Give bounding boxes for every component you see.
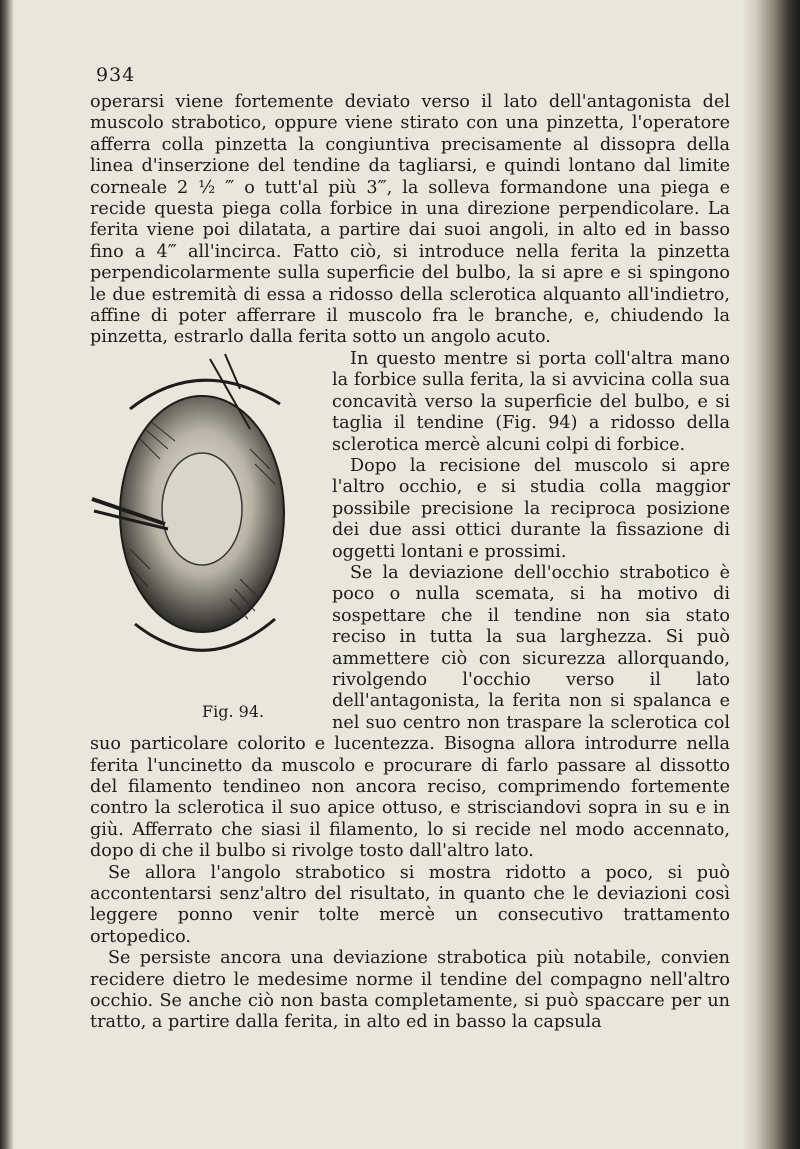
paragraph-4: Se la deviazione dell'occhio strabotico è poco o nulla scemata, si ha motivo di sospettare che il tendine non sia stato reciso in tutta la sua larghezza. Si può ammettere ciò con sicurezza allorquando, rivolgendo l'occhio verso il lato dell'antagonista, la ferita non si spalanca e nel suo centro non traspare la sclerotica col suo particolare colorito e lucentezza. Bisogna allora introdurre nella ferita l'uncinetto da muscolo e procurare di farlo passare al dissotto del filamento tendineo non ancora reciso, comprimendo fortemente contro la sclerotica il suo apice ottuso, e strisciandovi sopra in su e in giù. Afferrato che siasi il filamento, lo si recide nel modo accennato, dopo di che il bulbo si rivolge tosto dall'altro lato. xyxy=(90,562,730,862)
figure-caption: Fig. 94. xyxy=(202,701,265,721)
page-edge-left xyxy=(0,0,14,1149)
page-number: 934 xyxy=(96,64,136,86)
text-block xyxy=(90,92,730,1034)
paragraph-2: In questo mentre si porta coll'altra mano la forbice sulla ferita, la si avvicina colla sua concavità verso la superficie del bulbo, e si taglia il tendine (Fig. 94) a ridosso della sclerotica mercè alcuni colpi di forbice. xyxy=(332,348,730,455)
paragraph-6: Se persiste ancora una deviazione strabotica più notabile, convien recidere dietro le medesime norme il tendine del compagno nell'altro occhio. Se anche ciò non basta completamente, si può spaccare per un tratto, a partire dalla ferita, in alto ed in basso la capsula xyxy=(90,948,730,1033)
paragraph-5: Se allora l'angolo strabotico si mostra ridotto a poco, si può accontentarsi senz'altro del risultato, in quanto che le deviazioni così leggere ponno venir tolte mercè un consecutivo trattamento ortopedico. xyxy=(90,862,730,947)
page-edge-right xyxy=(742,0,800,1149)
paragraph-1: operarsi viene fortemente deviato verso il lato dell'antagonista del muscolo strabotico, oppure viene stirato con una pinzetta, l'operatore afferra colla pinzetta la congiuntiva precisamente al dissopra della linea d'inserzione del tendine da tagliarsi, e quindi lontano dal limite corneale 2 ½ ‴ o tutt'al più 3‴, la solleva formandone una piega e recide questa piega colla forbice in una direzione perpendicolare. La ferita viene poi dilatata, a partire dai suoi angoli, in alto ed in basso fino a 4‴ all'incirca. Fatto ciò, si introduce nella ferita la pinzetta perpendicolarmente sulla superficie del bulbo, la si apre e si spingono le due estremità di essa a ridosso della sclerotica alquanto all'indietro, affine di poter afferrare il muscolo fra le branche, e, chiudendo la pinzetta, estrarlo dalla ferita sotto un angolo acuto. xyxy=(90,92,730,348)
paragraph-3: Dopo la recisione del muscolo si apre l'altro occhio, e si studia colla maggior possibile precisione la reciproca posizione dei due assi ottici durante la fissazione di oggetti lontani e prossimi. xyxy=(332,455,730,562)
figure-94 xyxy=(90,349,320,724)
eye-surgery-illustration xyxy=(90,349,320,709)
